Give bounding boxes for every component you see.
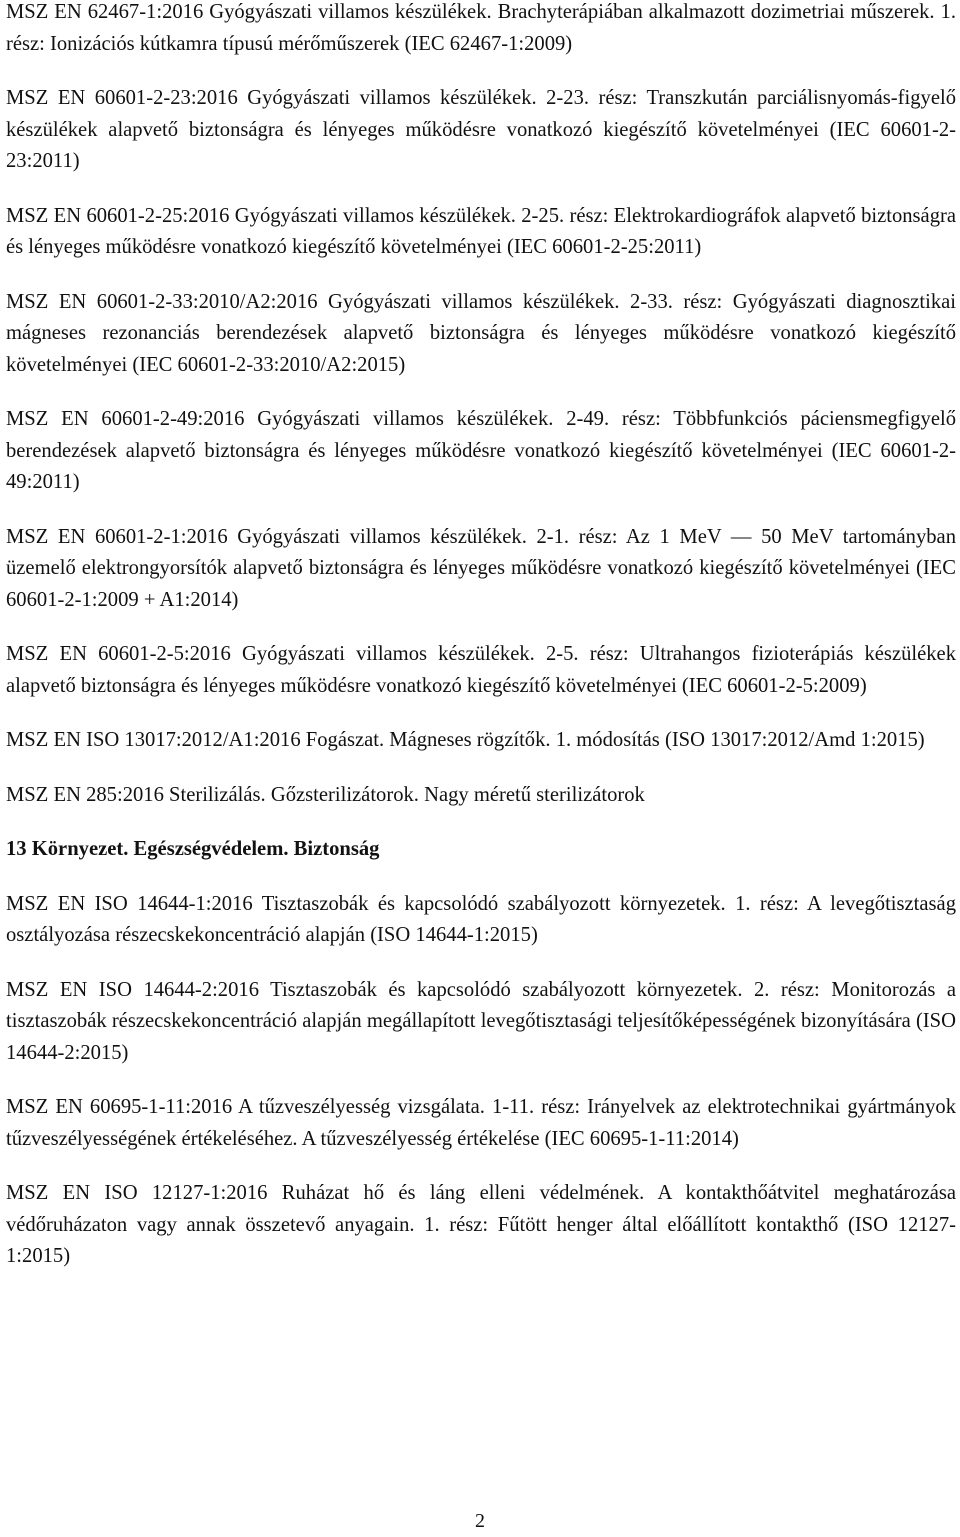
standard-entry: MSZ EN ISO 12127-1:2016 Ruházat hő és láng elleni védelmének. A kontakthőátvitel meghatározása védőruházaton vagy annak összetevő anyagain. 1. rész: Fűtött henger által előállított kontakthő (ISO 12127-1:2015) <box>6 1182 956 1267</box>
standard-entry: MSZ EN 60601-2-49:2016 Gyógyászati villamos készülékek. 2-49. rész: Többfunkciós páciensmegfigyelő berendezések alapvető biztonságra és lényeges működésre vonatkozó kiegészítő követelményei (IEC 60601-2-49:2011) <box>6 408 956 493</box>
standard-entry: MSZ EN 60601-2-25:2016 Gyógyászati villamos készülékek. 2-25. rész: Elektrokardiográfok alapvető biztonságra és lényeges működésre vonatkozó kiegészítő követelményei (IEC 60601-2-25:2011) <box>6 204 956 258</box>
section-heading: 13 Környezet. Egészségvédelem. Biztonság <box>6 838 380 860</box>
standard-entry: MSZ EN 60601-2-33:2010/A2:2016 Gyógyászati villamos készülékek. 2-33. rész: Gyógyászati diagnosztikai mágneses rezonanciás berendezések alapvető biztonságra és lényeges működésre vonatkozó kiegészítő követelményei (IEC 60601-2-33:2010/A2:2015) <box>6 290 956 376</box>
standard-entry: MSZ EN ISO 13017:2012/A1:2016 Fogászat. Mágneses rögzítők. 1. módosítás (ISO 13017:2012/Amd 1:2015) <box>6 729 925 751</box>
standard-entry: MSZ EN 60601-2-23:2016 Gyógyászati villamos készülékek. 2-23. rész: Transzkután parciálisnyomás-figyelő készülékek alapvető biztonságra és lényeges működésre vonatkozó kiegészítő követelményei (IEC 60601-2-23:2011) <box>6 87 956 172</box>
standard-entry: MSZ EN 60695-1-11:2016 A tűzveszélyesség vizsgálata. 1-11. rész: Irányelvek az elektrotechnikai gyártmányok tűzveszélyességének értékeléséhez. A tűzveszélyesség értékelése (IEC 60695-1-11:2014) <box>6 1096 956 1150</box>
standard-entry: MSZ EN 60601-2-5:2016 Gyógyászati villamos készülékek. 2-5. rész: Ultrahangos fizioterápiás készülékek alapvető biztonságra és lényeges működésre vonatkozó kiegészítő követelményei (IEC 60601-2-5:2009) <box>6 643 956 697</box>
document-body <box>6 0 956 1296</box>
standard-entry: MSZ EN 62467-1:2016 Gyógyászati villamos készülékek. Brachyterápiában alkalmazott dozimetriai műszerek. 1. rész: Ionizációs kútkamra típusú mérőműszerek (IEC 62467-1:2009) <box>6 1 956 55</box>
standard-entry: MSZ EN 60601-2-1:2016 Gyógyászati villamos készülékek. 2-1. rész: Az 1 MeV — 50 MeV tartományban üzemelő elektrongyorsítók alapvető biztonságra és lényeges működésre vonatkozó kiegészítő követelményei (IEC 60601-2-1:2009 + A1:2014) <box>6 525 956 611</box>
standard-entry: MSZ EN ISO 14644-2:2016 Tisztaszobák és kapcsolódó szabályozott környezetek. 2. rész: Monitorozás a tisztaszobák részecskekoncentráció alapján megállapított levegőtisztasági teljesítőképességének bizonyítására (ISO 14644-2:2015) <box>6 978 956 1064</box>
standard-entry: MSZ EN 285:2016 Sterilizálás. Gőzsterilizátorok. Nagy méretű sterilizátorok <box>6 783 645 806</box>
page-number: 2 <box>475 1510 485 1532</box>
standard-entry: MSZ EN ISO 14644-1:2016 Tisztaszobák és kapcsolódó szabályozott környezetek. 1. rész: A levegőtisztaság osztályozása részecskekoncentráció alapján (ISO 14644-1:2015) <box>6 892 956 946</box>
